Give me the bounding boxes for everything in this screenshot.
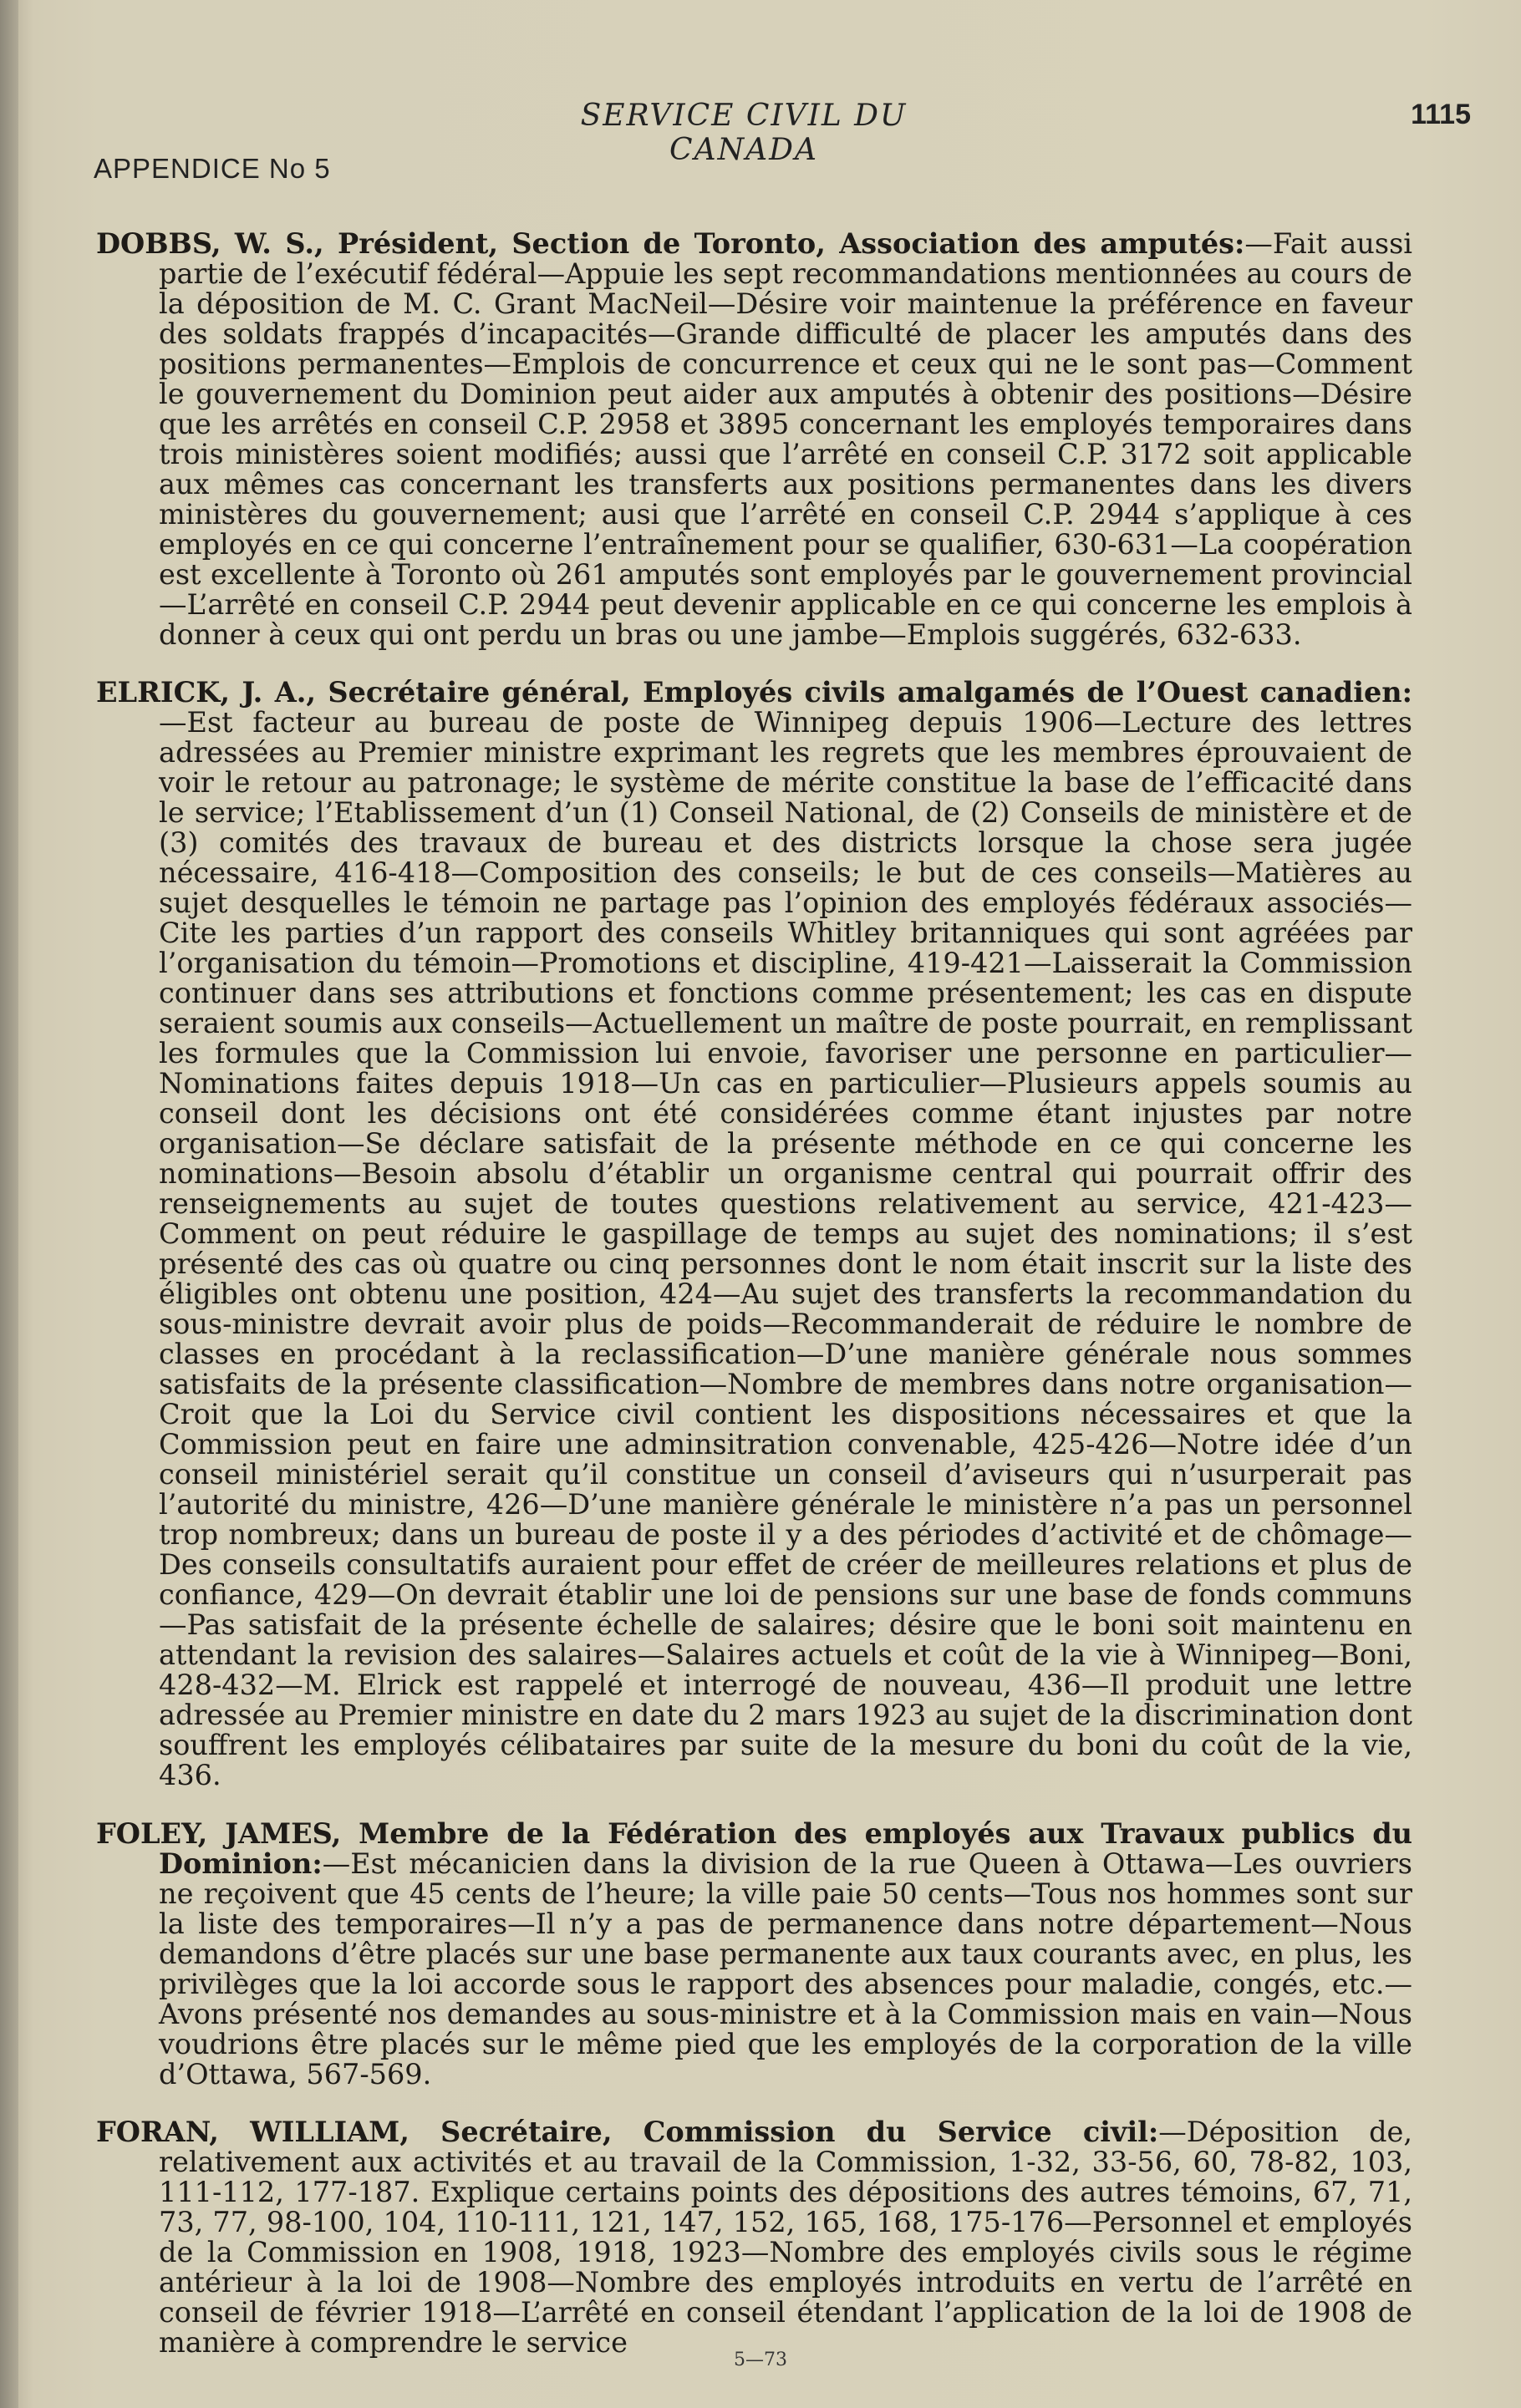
entry-text: —Est mécanicien dans la division de la rue Queen à Ottawa—Les ouvriers ne reçoivent que 45 cents de l’heure; la ville paie 50 cents—Tous nos hommes sont sur la liste des temporaires—Il n’y a pas de permanence dans notre département—Nous demandons d’être placés sur une base permanente aux taux courants avec, en plus, les privilèges que la loi accorde sous le rapport des absences pour maladie, congés, etc.—Avons présenté nos demandes au sous-ministre et à la Commission mais en vain—Nous voudrions être placés sur le même pied que les employés de la corporation de la ville d’Ottawa, 567-569.	[159, 1847, 1412, 2090]
running-head	[0, 99, 1521, 167]
entry-text: —Fait aussi partie de l’exécutif fédéral—Appuie les sept recommandations mentionnées au cours de la déposition de M. C. Grant MacNeil—Désire voir maintenue la préférence en faveur des soldats frappés d’incapacités—Grande difficulté de placer les amputés dans des positions permanentes—Emplois de concurrence et ceux qui ne le sont pas—Comment le gouvernement du Dominion peut aider aux amputés à obtenir des positions—Désire que les arrêtés en conseil C.P. 2958 et 3895 concernant les employés temporaires dans trois ministères soient modifiés; aussi que l’arrêté en conseil C.P. 3172 soit applicable aux mêmes cas concernant les transferts aux positions permanentes dans les divers ministères du gouvernement; ausi que l’arrêté en conseil C.P. 2944 s’applique à ces employés en ce qui concerne l’entraînement pour se qualifier, 630-631—La coopération est excellente à Toronto où 261 amputés sont employés par le gouvernement provincial—L’arrêté en conseil C.P. 2944 peut devenir applicable en ce qui concerne les emplois à donner à ceux qui ont perdu un bras ou une jambe—Emplois suggérés, 632-633.	[159, 226, 1412, 651]
appendix-label: APPENDICE No 5	[94, 153, 331, 184]
entry-name: FOLEY, JAMES,	[96, 1816, 342, 1850]
entry-text: —Est facteur au bureau de poste de Winnipeg depuis 1906—Lecture des lettres adressées au Premier ministre exprimant les regrets que les membres éprouvaient de voir le retour au patronage; le système de mérite constitue la base de l’efficacité dans le service; l’Etablissement d’un (1) Conseil National, de (2) Conseils de ministère et de (3) comités des travaux de bureau et des districts lorsque la chose sera jugée nécessaire, 416-418—Composition des conseils; le but de ces conseils—Matières au sujet desquelles le témoin ne partage pas l’opinion des employés fédéraux associés—Cite les parties d’un rapport des conseils Whitley britanniques qui sont agréées par l’organisation du témoin—Promotions et discipline, 419-421—Laisserait la Commission continuer dans ses attributions et fonctions comme présentement; les cas en dispute seraient soumis aux conseils—Actuellement un maître de poste pourrait, en remplissant les formules que la Commission lui envoie, favoriser une personne en particulier—Nominations faites depuis 1918—Un cas en particulier—Plusieurs appels soumis au conseil dont les décisions ont été considérées comme étant injustes par notre organisation—Se déclare satisfait de la présente méthode en ce qui concerne les nominations—Besoin absolu d’établir un organisme central qui pourrait offrir des renseignements au sujet de toutes questions relativement au service, 421-423—Comment on peut réduire le gaspillage de temps au sujet des nominations; il s’est présenté des cas où quatre ou cinq personnes dont le nom était inscrit sur la liste des éligibles ont obtenu une position, 424—Au sujet des transferts la recommandation du sous-ministre devrait avoir plus de poids—Recommanderait de réduire le nombre de classes en procédant à la reclassification—D’une manière générale nous sommes satisfaits de la présente classification—Nombre de membres dans notre organisation—Croit que la Loi du Service civil contient les dispositions nécessaires et que la Commission peut en faire une adminsitration convenable, 425-426—Notre idée d’un conseil ministériel serait qu’il constitue un conseil d’aviseurs qui n’usurperait pas l’autorité du ministre, 426—D’une manière générale le ministère n’a pas un personnel trop nombreux; dans un bureau de poste il y a des périodes d’activité et de chômage—Des conseils consultatifs auraient pour effet de créer de meilleures relations et plus de confiance, 429—On devrait établir une loi de pensions sur une base de fonds communs—Pas satisfait de la présente échelle de salaires; désire que le boni soit maintenu en attendant la revision des salaires—Salaires actuels et coût de la vie à Winnipeg—Boni, 428-432—M. Elrick est rappelé et interrogé de nouveau, 436—Il produit une lettre adressée au Premier ministre en date du 2 mars 1923 au sujet de la discrimination dont souffrent les employés célibataires par suite de la mesure du boni du coût de la vie, 436.	[159, 706, 1412, 1791]
index-entry-elrick	[96, 678, 1412, 1791]
running-title: SERVICE CIVIL DU CANADA	[580, 99, 908, 167]
index-entry-dobbs	[96, 226, 1412, 651]
index-entry-foran	[96, 2117, 1412, 2358]
page-binding-shadow	[0, 0, 18, 2408]
entry-role: Président, Section de Toronto, Association des amputés:	[323, 226, 1245, 260]
index-entry-foley	[96, 1816, 1412, 2090]
entry-role: Membre de la Fédération des employés aux Travaux publics du Dominion:	[159, 1816, 1412, 1880]
entry-name: FORAN, WILLIAM,	[96, 2116, 410, 2148]
entry-name: ELRICK, J. A.,	[96, 676, 317, 709]
signature-folio: 5—73	[734, 2350, 787, 2370]
entry-text: —Déposition de, relativement aux activités et au travail de la Commission, 1-32, 33-56, 60, 78-82, 103, 111-112, 177-187. Explique certains points des dépositions des autres témoins, 67, 71, 73, 77, 98-100, 104, 110-111, 121, 147, 152, 165, 168, 175-176—Personnel et employés de la Commission en 1908, 1918, 1923—Nombre des employés civils sous le régime antérieur à la loi de 1908—Nombre des employés introduits en vertu de l’arrêté en conseil de février 1918—L’arrêté en conseil étendant l’application de la loi de 1908 de manière à comprendre le service	[159, 2116, 1412, 2359]
index-entries	[96, 201, 1412, 2378]
entry-name: DOBBS, W. S.,	[96, 226, 324, 260]
entry-role: Secrétaire général, Employés civils amalgamés de l’Ouest canadien:	[316, 676, 1412, 709]
page-number: 1115	[1411, 99, 1471, 130]
entry-role: Secrétaire, Commission du Service civil:	[409, 2116, 1159, 2148]
